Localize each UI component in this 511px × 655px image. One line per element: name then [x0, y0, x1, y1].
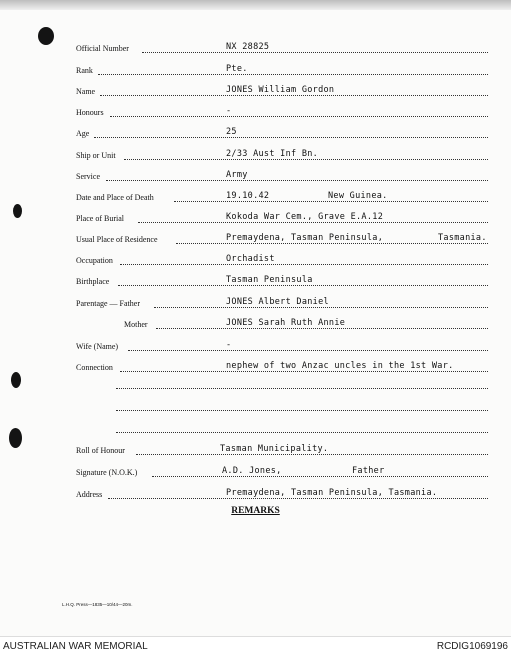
field-birthplace [76, 272, 488, 288]
dotted-line [108, 498, 488, 499]
blank-line [116, 388, 488, 389]
field-rank [76, 61, 488, 77]
binder-hole-3 [9, 428, 22, 448]
label-honours: Honours [76, 108, 104, 117]
label-address: Address [76, 490, 103, 499]
value-usual-residence-state: Tasmania. [438, 233, 487, 243]
dotted-line [136, 454, 488, 455]
field-occupation [76, 251, 488, 267]
dotted-line [152, 476, 488, 477]
dotted-line [138, 222, 488, 223]
scan-top-edge [0, 0, 511, 10]
label-place-of-burial: Place of Burial [76, 214, 124, 223]
value-address: Premaydena, Tasman Peninsula, Tasmania. [226, 488, 438, 498]
value-parentage-father: JONES Albert Daniel [226, 297, 329, 307]
label-occupation: Occupation [76, 256, 113, 265]
field-wife [76, 337, 488, 353]
binder-hole-2 [11, 372, 21, 388]
label-name: Name [76, 87, 96, 96]
remarks-heading: REMARKS [231, 506, 280, 516]
binder-hole-top [38, 27, 54, 45]
field-name [76, 82, 488, 98]
dotted-line [110, 116, 488, 117]
dotted-line [94, 137, 488, 138]
value-death-date: 19.10.42 [226, 191, 270, 201]
value-place-of-burial: Kokoda War Cem., Grave E.A.12 [226, 212, 384, 222]
value-ship-or-unit: 2/33 Aust Inf Bn. [226, 149, 319, 159]
value-rank: Pte. [226, 64, 248, 74]
field-service [76, 167, 488, 183]
field-roll-of-honour [76, 441, 488, 457]
label-connection: Connection [76, 363, 113, 372]
dotted-line [176, 243, 488, 244]
label-signature: Signature (N.O.K.) [76, 468, 138, 477]
label-rank: Rank [76, 66, 93, 75]
dotted-line [100, 95, 488, 96]
value-occupation: Orchadist [226, 254, 275, 264]
label-parentage-mother: Mother [124, 320, 148, 329]
label-ship-or-unit: Ship or Unit [76, 151, 116, 160]
value-service: Army [226, 170, 248, 180]
blank-line [116, 432, 488, 433]
dotted-line [124, 159, 488, 160]
field-parentage-father [76, 294, 488, 310]
label-official-number: Official Number [76, 44, 129, 53]
field-age [76, 124, 488, 140]
dotted-line [118, 285, 488, 286]
value-roll-of-honour: Tasman Municipality. [220, 444, 329, 454]
value-wife: - [226, 340, 232, 350]
label-usual-residence: Usual Place of Residence [76, 235, 158, 244]
dotted-line [120, 264, 488, 265]
value-name: JONES William Gordon [226, 85, 335, 95]
dotted-line [106, 180, 488, 181]
field-signature [76, 463, 488, 479]
value-parentage-mother: JONES Sarah Ruth Annie [226, 318, 346, 328]
label-roll-of-honour: Roll of Honour [76, 446, 125, 455]
value-official-number: NX 28825 [226, 42, 270, 52]
value-connection: nephew of two Anzac uncles in the 1st War. [226, 361, 454, 371]
field-ship-or-unit [76, 146, 488, 162]
label-parentage-father: Parentage — Father [76, 299, 140, 308]
field-date-place-death [76, 188, 488, 204]
value-death-place: New Guinea. [328, 191, 388, 201]
printer-note: L.H.Q. Press—1835—10/44—20m. [62, 602, 133, 607]
dotted-line [154, 307, 488, 308]
dotted-line [98, 74, 488, 75]
footer-institution: AUSTRALIAN WAR MEMORIAL [3, 641, 148, 652]
value-honours: - [226, 106, 232, 116]
field-place-of-burial [76, 209, 488, 225]
label-birthplace: Birthplace [76, 277, 110, 286]
field-parentage-mother [76, 315, 488, 331]
field-usual-residence [76, 230, 488, 246]
dotted-line [174, 201, 488, 202]
footer-record-id: RCDIG1069196 [436, 641, 508, 652]
label-service: Service [76, 172, 100, 181]
binder-hole-1 [13, 204, 22, 218]
dotted-line [128, 350, 488, 351]
value-signature: A.D. Jones, [222, 466, 282, 476]
field-connection [76, 358, 488, 374]
field-honours [76, 103, 488, 119]
field-address [76, 485, 488, 501]
archive-footer [0, 636, 511, 655]
dotted-line [120, 371, 488, 372]
dotted-line [142, 52, 488, 53]
blank-line [116, 410, 488, 411]
label-date-place-death: Date and Place of Death [76, 193, 154, 202]
label-wife: Wife (Name) [76, 342, 119, 351]
value-usual-residence: Premaydena, Tasman Peninsula, [226, 233, 384, 243]
label-age: Age [76, 129, 90, 138]
value-birthplace: Tasman Peninsula [226, 275, 313, 285]
value-age: 25 [226, 127, 237, 137]
field-official-number [76, 39, 488, 55]
value-signature-relation: Father [352, 466, 385, 476]
dotted-line [156, 328, 488, 329]
